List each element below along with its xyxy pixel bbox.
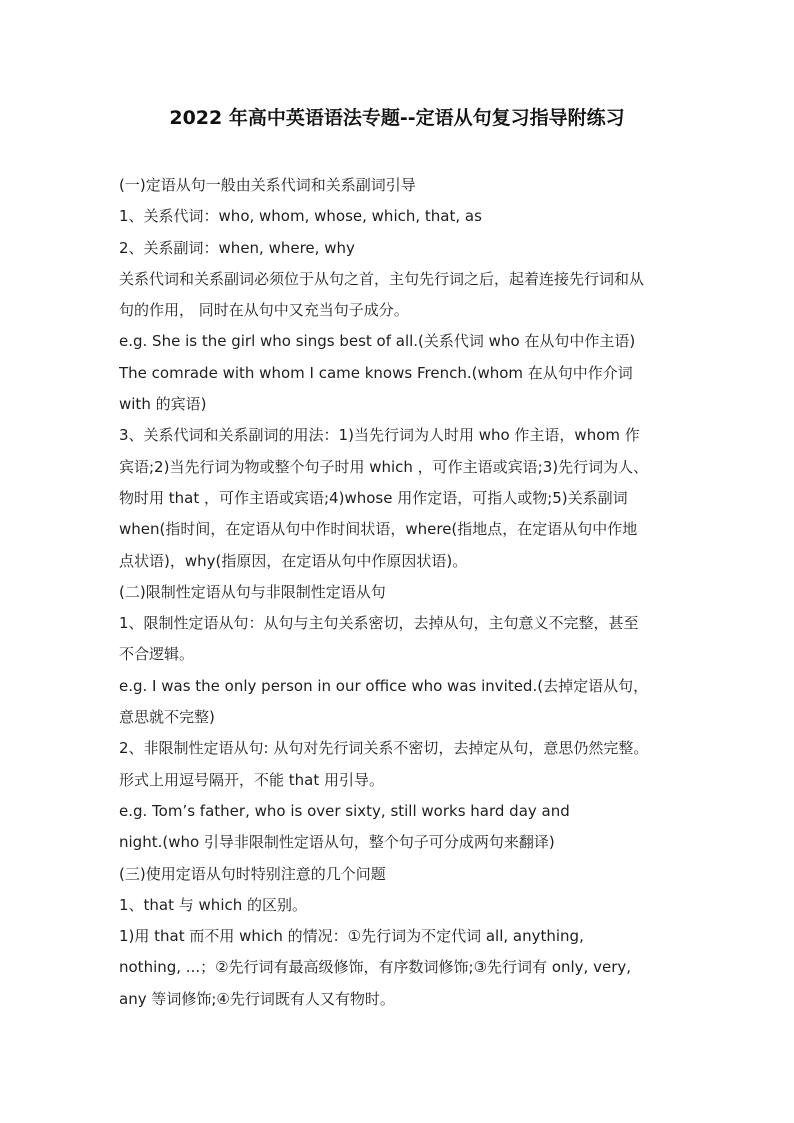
- text-line: 点状语)，why(指原因，在定语从句中作原因状语)。: [119, 551, 468, 570]
- text-line: (二)限制性定语从句与非限制性定语从句: [119, 582, 386, 601]
- text-line: The comrade with whom I came knows French.(whom 在从句中作介词: [119, 363, 633, 382]
- text-line: (一)定语从句一般由关系代词和关系副词引导: [119, 176, 416, 194]
- text-line: 关系代词和关系副词必须位于从句之首，主句先行词之后，起着连接先行词和从: [119, 269, 645, 288]
- text-line: 1、限制性定语从句：从句与主句关系密切，去掉从句，主句意义不完整，甚至: [119, 614, 639, 633]
- text-line: 1)用 that 而不用 which 的情况：①先行词为不定代词 all, anything,: [119, 927, 584, 946]
- text-line: e.g. Tom’s father, who is over sixty, still works hard day and: [119, 801, 570, 820]
- text-line: e.g. She is the girl who sings best of all.(关系代词 who 在从句中作主语): [119, 332, 636, 351]
- document-title: 2022 年高中英语语法专题--定语从句复习指导附练习: [169, 107, 625, 129]
- text-line: (三)使用定语从句时特别注意的几个问题: [119, 864, 386, 883]
- text-line: night.(who 引导非限制性定语从句，整个句子可分成两句来翻译): [119, 833, 555, 852]
- document-body: [119, 170, 679, 1015]
- text-line: 不合逻辑。: [119, 645, 195, 664]
- text-line: 2、非限制性定语从句: 从句对先行词关系不密切，去掉定从句，意思仍然完整。: [119, 739, 649, 758]
- text-line: 1、关系代词：who, whom, whose, which, that, as: [119, 207, 482, 226]
- text-line: 句的作用， 同时在从句中又充当句子成分。: [119, 301, 409, 320]
- text-line: 形式上用逗号隔开，不能 that 用引导。: [119, 770, 384, 789]
- text-line: 2、关系副词：when, where, why: [119, 238, 355, 257]
- text-line: 物时用 that ，可作主语或宾语;4)whose 用作定语，可指人或物;5)关系副词: [119, 488, 628, 507]
- text-line: when(指时间，在定语从句中作时间状语，where(指地点，在定语从句中作地: [119, 520, 638, 539]
- text-line: 意思就不完整): [119, 708, 215, 727]
- text-line: 宾语;2)当先行词为物或整个句子时用 which ，可作主语或宾语;3)先行词为人、: [119, 457, 649, 476]
- text-line: e.g. I was the only person in our office who was invited.(去掉定语从句，: [119, 676, 649, 695]
- text-line: with 的宾语): [119, 395, 207, 414]
- text-line: 3、关系代词和关系副词的用法：1)当先行词为人时用 who 作主语，whom 作: [119, 426, 640, 445]
- text-line: any 等词修饰;④先行词既有人又有物时。: [119, 989, 395, 1008]
- text-line: 1、that 与 which 的区别。: [119, 895, 308, 914]
- text-line: nothing, ...；②先行词有最高级修饰，有序数词修饰;③先行词有 only, very,: [119, 958, 632, 977]
